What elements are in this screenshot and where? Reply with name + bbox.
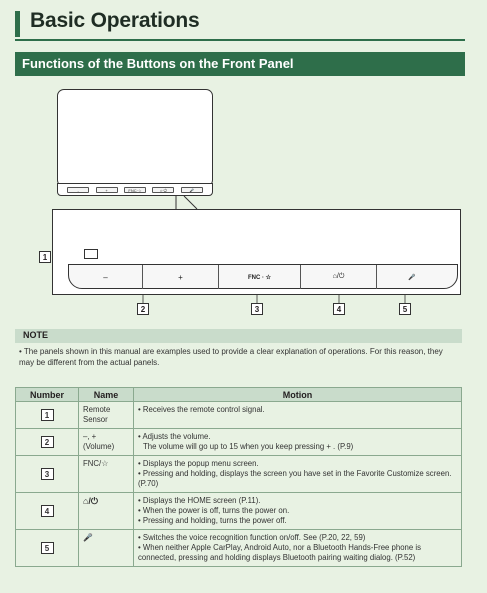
row-motion (134, 530, 462, 567)
mini-plus-button: + (96, 187, 118, 193)
table-row (16, 493, 462, 530)
motion-line: • Displays the HOME screen (P.11). (138, 496, 261, 505)
motion-line: • Switches the voice recognition function on/off. See (P.20, 22, 59) (138, 533, 366, 542)
mini-mic-button: 🎤 (181, 187, 203, 193)
note-text: • The panels shown in this manual are examples used to provide a clear explanation of operations. For this reason, they may be different from the actual panels. (19, 347, 443, 367)
callout-4: 4 (333, 303, 345, 315)
motion-line: • Receives the remote control signal. (138, 405, 265, 414)
volume-up-button: + (143, 265, 219, 289)
row-name: Remote Sensor (79, 402, 134, 429)
motion-line: • Displays the popup menu screen. (138, 459, 259, 468)
table-row (16, 530, 462, 567)
table-header-row (16, 388, 462, 402)
mini-minus-button: - (67, 187, 89, 193)
volume-down-button: – (69, 265, 143, 289)
button-strip (68, 264, 458, 289)
row-name: ⌂/⏻ (79, 493, 134, 530)
table-row (16, 456, 462, 493)
table-row (16, 429, 462, 456)
callout-5: 5 (399, 303, 411, 315)
row-number: 4 (41, 505, 54, 517)
row-motion (134, 493, 462, 530)
motion-line: • When the power is off, turns the power on. (138, 506, 290, 515)
callout-2: 2 (137, 303, 149, 315)
row-name: FNC/☆ (79, 456, 134, 493)
row-motion (134, 456, 462, 493)
header-name: Name (79, 388, 134, 402)
row-number: 3 (41, 468, 54, 480)
note-header (15, 329, 462, 343)
header-number: Number (16, 388, 79, 402)
page-title: Basic Operations (30, 9, 200, 32)
section-title: Functions of the Buttons on the Front Panel (22, 56, 294, 71)
row-motion (134, 429, 462, 456)
row-number: 5 (41, 542, 54, 554)
motion-line: • Pressing and holding, displays the screen you have set in the Favorite Customize screen. (P.70) (138, 469, 452, 488)
remote-sensor (84, 249, 98, 259)
row-motion (134, 402, 462, 429)
note-title: NOTE (23, 330, 49, 340)
motion-line: The volume will go up to 15 when you keep pressing + . (P.9) (143, 442, 354, 451)
motion-line: • When neither Apple CarPlay, Android Auto, nor a Bluetooth Hands-Free phone is connected, pressing and holding displays Bluetooth pairing waiting dialog. (P.52) (138, 543, 422, 562)
home-power-button: ⌂/⏻ (301, 265, 377, 289)
row-name: –, + (Volume) (79, 429, 134, 456)
microphone-icon: 🎤 (79, 530, 134, 567)
motion-line: • Pressing and holding, turns the power off. (138, 516, 287, 525)
header-motion: Motion (134, 388, 462, 402)
function-table (15, 387, 462, 567)
mini-fnc-button: FNC·☆ (124, 187, 146, 193)
fnc-button: FNC · ☆ (219, 265, 301, 289)
voice-button: 🎤 (408, 274, 416, 281)
row-number: 2 (41, 436, 54, 448)
motion-line: • Adjusts the volume. (138, 432, 211, 441)
row-number: 1 (41, 409, 54, 421)
callout-1: 1 (39, 251, 51, 263)
mini-home-button: ⌂·⏻ (152, 187, 174, 193)
table-row (16, 402, 462, 429)
callout-3: 3 (251, 303, 263, 315)
